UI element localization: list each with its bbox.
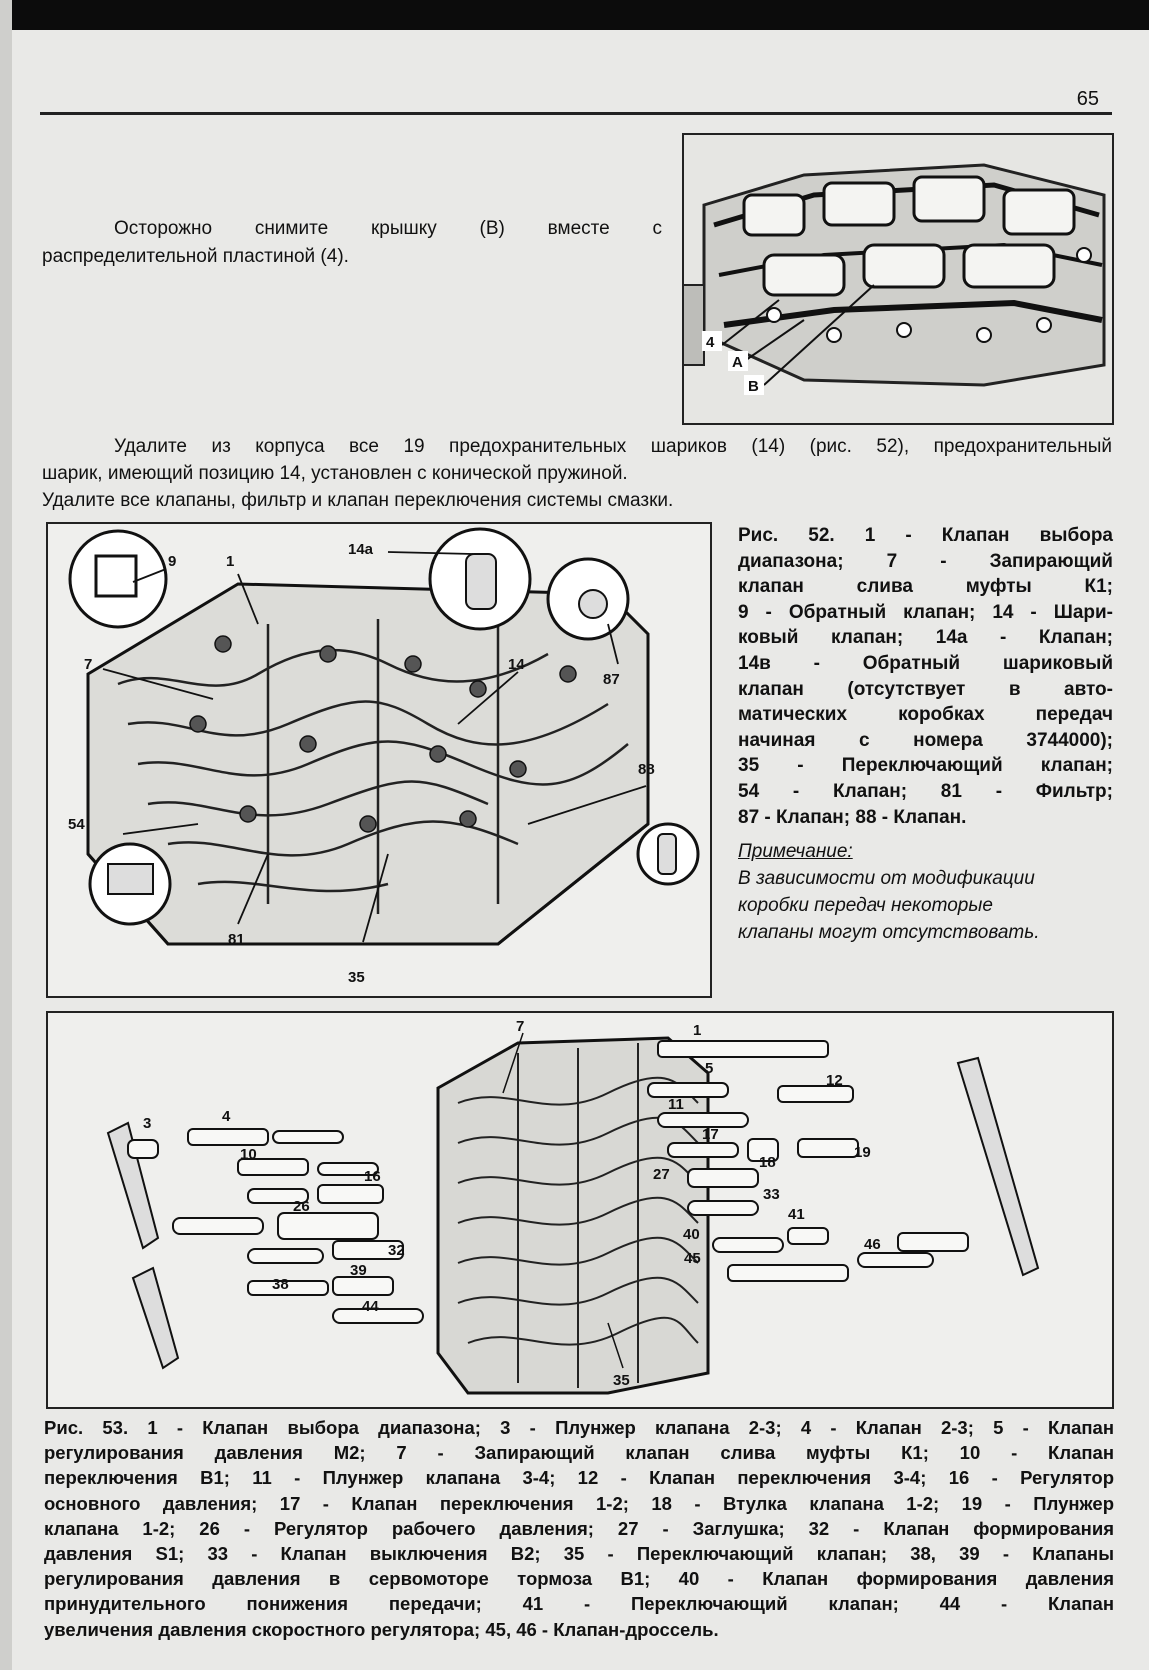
photo-label-b: B xyxy=(748,378,759,395)
caption52-line: диапазона; 7 - Запирающий xyxy=(738,550,1113,572)
fig53-label-19: 19 xyxy=(854,1144,871,1161)
fig52-label-9: 9 xyxy=(168,553,177,570)
fig53-label-33: 33 xyxy=(763,1186,780,1203)
fig53-label-44: 44 xyxy=(362,1298,379,1315)
note-title: Примечание: xyxy=(738,841,853,862)
fig53-label-38: 38 xyxy=(272,1276,289,1293)
fig53-label-17: 17 xyxy=(702,1126,719,1143)
fig52-label-14a: 14a xyxy=(348,541,374,558)
caption52-line: ковый клапан; 14а - Клапан; xyxy=(738,627,1113,649)
fig52-label-88: 88 xyxy=(638,761,655,778)
top-scan-border xyxy=(0,0,1149,30)
caption53-line: Рис. 53. 1 - Клапан выбора диапазона; 3 - Плунжер клапана 2-3; 4 - Клапан 2-3; 5 - Клапан xyxy=(44,1417,1114,1438)
left-scan-margin xyxy=(0,0,12,1670)
caption52-line: матических коробках передач xyxy=(738,704,1113,726)
caption53-line: регулирования давления М2; 7 - Запирающий клапан слива муфты К1; 10 - Клапан xyxy=(44,1442,1114,1464)
fig53-label-5: 5 xyxy=(705,1060,714,1077)
page-number: 65 xyxy=(1076,88,1099,110)
instruction-remove-balls-line2: шарик, имеющий позицию 14, установлен с конической пружиной. xyxy=(42,463,628,484)
fig53-label-16: 16 xyxy=(364,1168,381,1185)
caption53-line: клапана 1-2; 26 - Регулятор рабочего давления; 27 - Заглушка; 32 - Клапан формирования xyxy=(44,1517,1114,1539)
note-line: В зависимости от модификации xyxy=(738,868,1035,889)
fig52-label-14: 14 xyxy=(508,656,525,673)
caption53-line: регулирования давления в сервомоторе тормоза В1; 40 - Клапан формирования давления xyxy=(44,1568,1114,1590)
caption53-line: переключения В1; 11 - Плунжер клапана 3-4; 12 - Клапан переключения 3-4; 16 - Регулятор xyxy=(44,1467,1114,1489)
fig53-label-45: 45 xyxy=(684,1250,701,1267)
fig53-label-41: 41 xyxy=(788,1206,805,1223)
fig53-label-26: 26 xyxy=(293,1198,310,1215)
fig53-label-46: 46 xyxy=(864,1236,881,1253)
caption52-line: начиная с номера 3744000); xyxy=(738,729,1113,751)
figure-52-valve-body xyxy=(46,522,712,998)
instruction-remove-cover-line1: Осторожно снимите крышку (В) вместе с xyxy=(114,218,662,239)
fig52-label-87: 87 xyxy=(603,671,620,688)
caption52-line: клапан (отсутствует в авто- xyxy=(738,678,1113,700)
fig53-label-7: 7 xyxy=(516,1018,525,1035)
fig52-label-81: 81 xyxy=(228,931,245,948)
caption53-line: основного давления; 17 - Клапан переключения 1-2; 18 - Втулка клапана 1-2; 19 - Плунжер xyxy=(44,1492,1114,1514)
fig53-label-39: 39 xyxy=(350,1262,367,1279)
caption52-line: 14в - Обратный шариковый xyxy=(738,652,1113,674)
caption52-line: клапан слива муфты К1; xyxy=(738,576,1113,598)
caption52-line: 54 - Клапан; 81 - Фильтр; xyxy=(738,780,1113,802)
fig52-label-1: 1 xyxy=(226,553,235,570)
fig53-label-12: 12 xyxy=(826,1072,843,1089)
instruction-remove-balls-line1: Удалите из корпуса все 19 предохранительных шариков (14) (рис. 52), предохранительный xyxy=(114,436,1112,457)
note-line: клапаны могут отсутствовать. xyxy=(738,922,1040,943)
fig53-label-27: 27 xyxy=(653,1166,670,1183)
fig53-label-40: 40 xyxy=(683,1226,700,1243)
valve-body-photo-illustration xyxy=(684,135,1112,423)
instruction-remove-cover-line2: распределительной пластиной (4). xyxy=(42,246,349,267)
caption53-line: давления S1; 33 - Клапан выключения В2; 35 - Переключающий клапан; 38, 39 - Клапаны xyxy=(44,1543,1114,1565)
fig53-label-4: 4 xyxy=(222,1108,231,1125)
fig52-label-7: 7 xyxy=(84,656,93,673)
caption52-line: 9 - Обратный клапан; 14 - Шари- xyxy=(738,601,1113,623)
caption53-line: увеличения давления скоростного регулятора; 45, 46 - Клапан-дроссель. xyxy=(44,1618,719,1640)
fig53-label-11: 11 xyxy=(668,1096,684,1113)
fig53-label-18: 18 xyxy=(759,1154,776,1171)
photo-label-a: A xyxy=(732,354,743,371)
instruction-remove-valves: Удалите все клапаны, фильтр и клапан переключения системы смазки. xyxy=(42,490,674,511)
caption53-line: принудительного понижения передачи; 41 - Переключающий клапан; 44 - Клапан xyxy=(44,1593,1114,1615)
figure-valve-body-photo xyxy=(682,133,1114,425)
fig53-label-35: 35 xyxy=(613,1372,630,1389)
fig52-label-35: 35 xyxy=(348,969,365,986)
header-rule xyxy=(40,112,1112,115)
photo-label-4: 4 xyxy=(706,334,715,351)
figure-53-caption xyxy=(44,1415,1114,1642)
figure-52-illustration xyxy=(48,524,710,996)
figure-53-exploded-valves xyxy=(46,1011,1114,1409)
fig53-label-32: 32 xyxy=(388,1242,405,1259)
note-block xyxy=(738,838,1118,946)
caption52-line: 35 - Переключающий клапан; xyxy=(738,755,1113,777)
figure-52-caption xyxy=(738,523,1113,830)
fig53-label-3: 3 xyxy=(143,1115,152,1132)
fig53-label-1: 1 xyxy=(693,1022,702,1039)
note-line: коробки передач некоторые xyxy=(738,895,993,916)
figure-53-illustration xyxy=(48,1013,1112,1407)
fig53-label-10: 10 xyxy=(240,1146,257,1163)
caption52-line: 87 - Клапан; 88 - Клапан. xyxy=(738,806,967,828)
fig52-label-54: 54 xyxy=(68,816,85,833)
caption52-line: Рис. 52. 1 - Клапан выбора xyxy=(738,525,1113,546)
